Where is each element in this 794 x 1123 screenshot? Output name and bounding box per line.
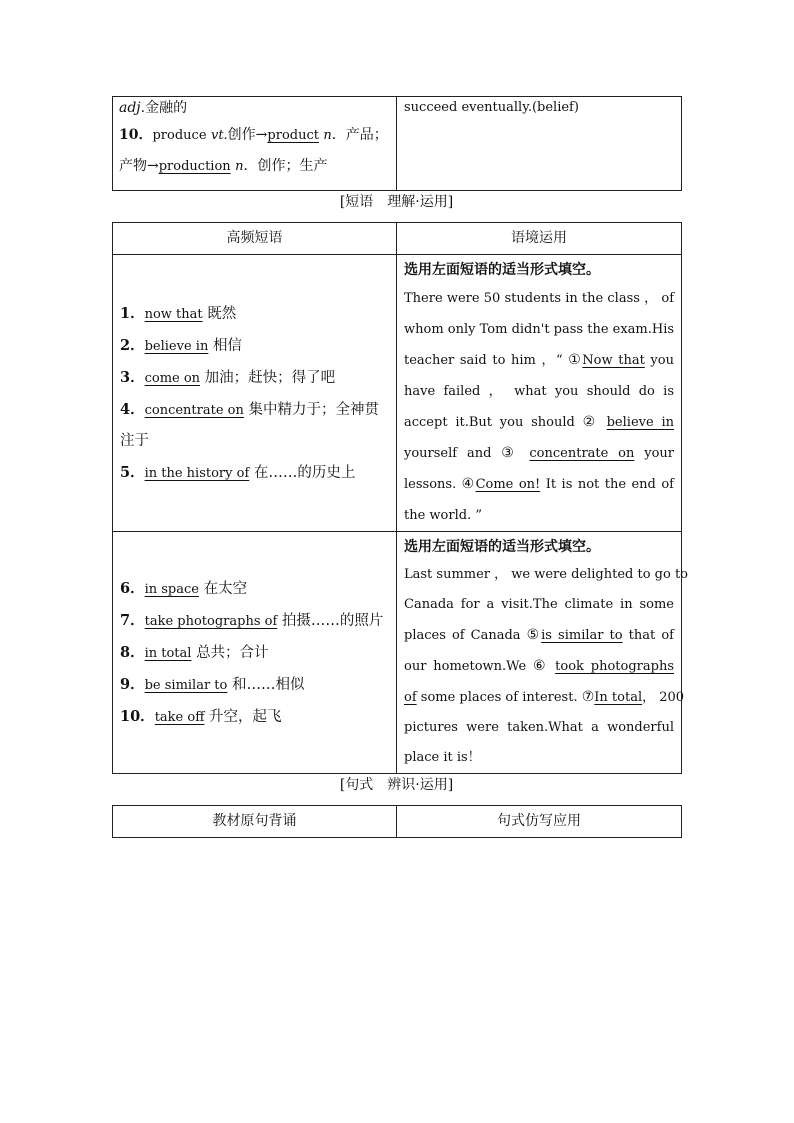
answer-blank-1: Now that <box>582 353 645 368</box>
exercise1-line-4: have failed ， what you should do is <box>404 384 674 399</box>
exercise-instruction-1: 选用左面短语的适当形式填空。 <box>404 262 600 278</box>
exercise2-line-3: places of Canada ⑤is similar to that of <box>404 627 674 643</box>
vocab-right-text: succeed eventually.(belief) <box>404 100 579 115</box>
exercise1-line-5: accept it.But you should ② believe in <box>404 414 674 430</box>
phrase-table-header-left: 高频短语 <box>113 223 397 255</box>
exercise2-line-6: pictures were taken.What a wonderful <box>404 720 674 735</box>
exercise2-line-4: our hometown.We ⑥ took photographs <box>404 658 674 674</box>
exercise1-line-7: lessons. ④Come on! It is not the end of <box>404 476 674 492</box>
vocab-line-finance: adj.金融的 <box>119 100 188 116</box>
exercise-instruction-2: 选用左面短语的适当形式填空。 <box>404 539 600 555</box>
phrase-group1-list <box>113 255 397 532</box>
answer-blank-2: believe in <box>606 415 674 430</box>
exercise1-line-8: the world. ” <box>404 508 482 523</box>
exercise1-line-6: yourself and ③ concentrate on your <box>404 445 675 461</box>
phrase-group2-list <box>113 532 397 774</box>
answer-blank-product: product <box>267 128 319 143</box>
exercise1-line-3: teacher said to him ，“ ①Now that you <box>404 352 674 368</box>
exercise2-line-5: of some places of interest. ⑦In total， 200 <box>404 689 685 705</box>
phrase-item-5: 5．in the history of 在……的历史上 <box>120 463 356 481</box>
exercise2-line-7: place it is！ <box>404 750 481 765</box>
section-title-sentences: [句式 辨识·运用] <box>339 777 454 793</box>
answer-blank-4: Come on! <box>475 477 541 492</box>
phrase-item-4-cont: 注于 <box>120 432 149 449</box>
phrase-item-3: 3．come on 加油；赶快；得了吧 <box>120 368 336 386</box>
answer-blank-3: concentrate on <box>529 446 635 461</box>
vocab-right-cell <box>397 97 682 191</box>
vocab-line-production: 产物→production n．创作；生产 <box>119 158 328 174</box>
phrase-item-2: 2．believe in 相信 <box>120 336 242 354</box>
section-title-phrases: [短语 理解·运用] <box>339 194 454 210</box>
phrase-item-10: 10．take off 升空，起飞 <box>120 707 282 725</box>
answer-blank-6-cont: of <box>404 690 417 705</box>
exercise1-line-1: There were 50 students in the class ， of <box>404 291 674 306</box>
exercise1-line-2: whom only Tom didn't pass the exam.His <box>404 322 675 337</box>
exercise2-line-2: Canada for a visit.The climate in some <box>404 597 674 612</box>
phrase-group2-exercise <box>397 532 689 774</box>
phrase-item-1: 1．now that 既然 <box>120 304 237 322</box>
sentence-table <box>112 805 682 838</box>
phrase-item-8: 8．in total 总共；合计 <box>120 643 269 661</box>
phrase-item-4: 4．concentrate on 集中精力于；全神贯 <box>120 400 379 418</box>
vocab-left-cell <box>113 97 397 191</box>
sentence-table-header-left: 教材原句背诵 <box>113 806 397 838</box>
phrase-item-7: 7．take photographs of 拍摄……的照片 <box>120 611 384 629</box>
vocab-table-continued <box>112 96 682 191</box>
phrase-table-header-right: 语境运用 <box>397 223 682 255</box>
answer-blank-7: In total <box>594 690 643 705</box>
sentence-table-header-right: 句式仿写应用 <box>397 806 682 838</box>
phrase-table <box>112 222 689 774</box>
phrase-item-6: 6．in space 在太空 <box>120 579 248 597</box>
answer-blank-6: took photographs <box>555 659 674 674</box>
answer-blank-5: is similar to <box>541 628 623 643</box>
vocab-line-produce: 10．produce vt.创作→product n．产品； <box>119 127 388 143</box>
phrase-item-9: 9．be similar to 和……相似 <box>120 675 305 693</box>
exercise2-line-1: Last summer ， we were delighted to go to <box>404 567 689 582</box>
phrase-group1-exercise <box>397 255 682 532</box>
answer-blank-production: production <box>158 159 231 174</box>
